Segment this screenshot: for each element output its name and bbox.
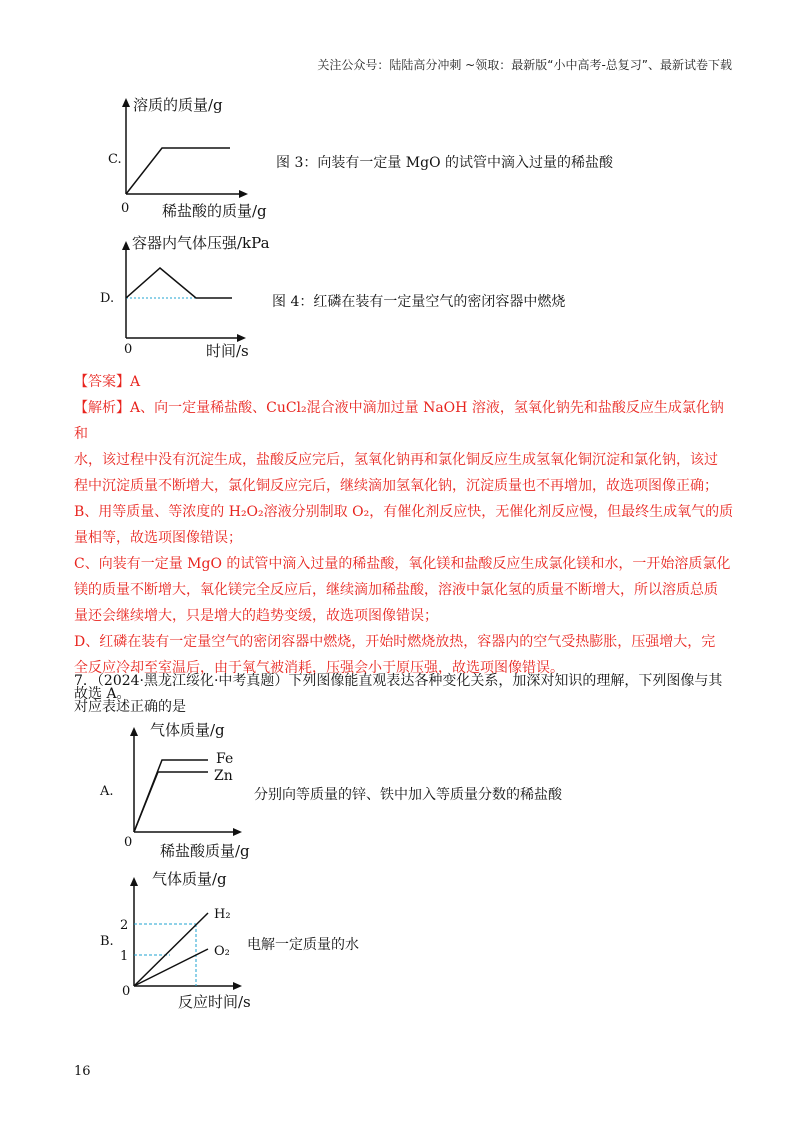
option-a-label: A.	[100, 784, 114, 799]
graph-b-x-arrow	[233, 982, 242, 990]
graph-c-y-label: 溶质的质量/g	[133, 96, 223, 114]
analysis-line-2: 水，该过程中没有沉淀生成，盐酸反应完后，氢氧化钠再和氯化铜反应生成氢氧化铜沉淀和氯化钠，该过	[74, 452, 718, 468]
graph-d-x-label: 时间/s	[206, 342, 249, 360]
analysis-line-7: 镁的质量不断增大，氧化镁完全反应后，继续滴加稀盐酸，溶液中氯化氢的质量不断增大，所以溶质总质	[74, 582, 718, 598]
graph-b-y-label: 气体质量/g	[152, 870, 227, 888]
option-c-label: C.	[108, 152, 122, 167]
option-b-label: B.	[100, 934, 114, 949]
analysis-line-10: 全反应冷却至室温后，由于氧气被消耗，压强会小于原压强，故选项图像错误。	[74, 660, 564, 676]
graph-d-y-label: 容器内气体压强/kPa	[132, 234, 270, 252]
graph-c-caption: 图 3：向装有一定量 MgO 的试管中滴入过量的稀盐酸	[276, 155, 614, 171]
question-7-line-1: 7．（2024·黑龙江绥化·中考真题）下列图像能直观表达各种变化关系，加深对知识的理解，下列图像与其	[74, 673, 723, 689]
graph-c-origin: 0	[121, 201, 130, 216]
question-7-line-2: 对应表述正确的是	[74, 699, 186, 715]
analysis-line-4: B、用等质量、等浓度的 H₂O₂溶液分别制取 O₂，有催化剂反应快，无催化剂反应慢，但最终生成氧气的质	[74, 504, 734, 520]
graph-b-origin: 0	[122, 984, 131, 999]
answer-value: A	[130, 374, 141, 390]
graph-d-origin: 0	[124, 342, 133, 357]
analysis-line-1: 【解析】A、向一定量稀盐酸、CuCl₂混合液中滴加过量 NaOH 溶液，氢氧化钠先和盐酸反应生成氯化钠和	[74, 400, 724, 442]
analysis-line-8: 量还会继续增大，只是增大的趋势变缓，故选项图像错误；	[74, 608, 438, 624]
page-number: 16	[74, 1064, 91, 1079]
graph-a-caption: 分别向等质量的锌、铁中加入等质量分数的稀盐酸	[254, 787, 562, 803]
graph-b-h2-label: H₂	[214, 907, 231, 922]
analysis-line-9: D、红磷在装有一定量空气的密闭容器中燃烧，开始时燃烧放热，容器内的空气受热膨胀，压强增大，完	[74, 634, 716, 650]
analysis-line-6: C、向装有一定量 MgO 的试管中滴入过量的稀盐酸，氧化镁和盐酸反应生成氯化镁和水，一开始溶质氯化	[74, 556, 731, 572]
graph-b-o2-label: O₂	[214, 944, 230, 959]
page-header: 关注公众号：陆陆高分冲刺 ~领取：最新版“小中高考-总复习”、最新试卷下载	[317, 58, 732, 72]
graph-a-zn-label: Zn	[214, 768, 233, 784]
graph-b-tick-1: 1	[120, 949, 129, 964]
graph-b-y-arrow	[130, 877, 138, 886]
graph-c-x-label: 稀盐酸的质量/g	[162, 202, 267, 220]
graph-a-fe-label: Fe	[216, 751, 234, 767]
graph-b-x-label: 反应时间/s	[178, 993, 251, 1011]
graph-a-y-label: 气体质量/g	[150, 721, 225, 739]
graph-d-caption: 图 4：红磷在装有一定量空气的密闭容器中燃烧	[272, 294, 566, 310]
analysis-label: 【解析】	[74, 400, 130, 416]
graph-a-x-label: 稀盐酸质量/g	[160, 842, 250, 860]
analysis-line-5: 量相等，故选项图像错误；	[74, 530, 242, 546]
analysis-line-3: 程中沉淀质量不断增大，氯化铜反应完后，继续滴加氢氧化钠，沉淀质量也不再增加，故选项图像正确；	[74, 478, 718, 494]
answer-label: 【答案】	[74, 374, 130, 390]
graph-b-caption: 电解一定质量的水	[247, 937, 359, 953]
graph-b-tick-2: 2	[120, 918, 129, 933]
option-d-label: D.	[100, 291, 115, 306]
graph-a-origin: 0	[124, 835, 133, 850]
analysis-conclusion: 故选 A。	[74, 686, 131, 702]
